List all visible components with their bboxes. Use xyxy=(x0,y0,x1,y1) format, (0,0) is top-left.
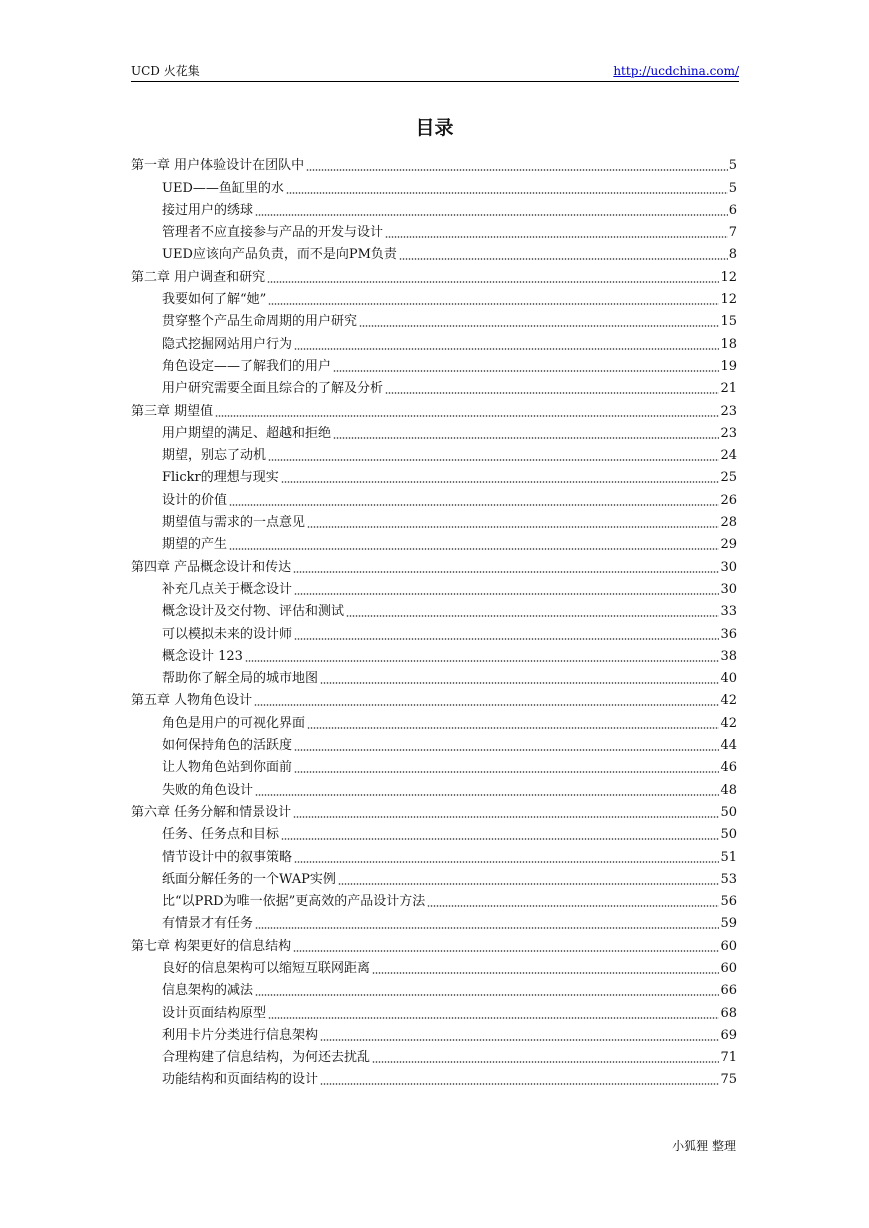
toc-entry-title: UED——鱼缸里的水 xyxy=(162,180,284,196)
toc-page-number: 40 xyxy=(720,671,737,687)
dot-leader xyxy=(294,593,719,595)
toc-entry-title: 角色设定——了解我们的用户 xyxy=(162,358,332,374)
toc-page-number: 36 xyxy=(720,626,737,642)
dot-leader xyxy=(372,972,719,974)
toc-section-entry[interactable] xyxy=(131,665,737,687)
page-footer: 小狐狸 整理 xyxy=(672,1139,736,1153)
dot-leader xyxy=(268,1017,719,1019)
toc-section-entry[interactable] xyxy=(131,576,737,598)
toc-page-number: 46 xyxy=(720,760,737,776)
toc-chapter-entry[interactable] xyxy=(131,553,737,575)
toc-page-number: 38 xyxy=(720,648,737,664)
toc-page-number: 26 xyxy=(720,492,737,508)
dot-leader xyxy=(268,303,719,305)
dot-leader xyxy=(385,236,728,238)
dot-leader xyxy=(254,704,719,706)
dot-leader xyxy=(306,169,728,171)
toc-entry-title: 第五章 人物角色设计 xyxy=(131,693,253,709)
dot-leader xyxy=(255,794,719,796)
toc-entry-title: UED应该向产品负责，而不是向PM负责 xyxy=(162,247,397,263)
toc-entry-title: 用户期望的满足、超越和拒绝 xyxy=(162,425,332,441)
dot-leader xyxy=(267,281,719,283)
toc-section-entry[interactable] xyxy=(131,308,737,330)
toc-page-number: 21 xyxy=(720,381,737,397)
toc-section-entry[interactable] xyxy=(131,1066,737,1088)
dot-leader xyxy=(286,192,728,194)
toc-entry-title: 期望，别忘了动机 xyxy=(162,448,267,464)
toc-page-number: 5 xyxy=(728,180,737,196)
toc-entry-title: 如何保持角色的活跃度 xyxy=(162,738,293,754)
dot-leader xyxy=(294,749,719,751)
toc-section-entry[interactable] xyxy=(131,219,737,241)
toc-section-entry[interactable] xyxy=(131,598,737,620)
toc-page-number: 44 xyxy=(720,738,737,754)
toc-entry-title: 管理者不应直接参与产品的开发与设计 xyxy=(162,225,384,241)
dot-leader xyxy=(293,816,719,818)
dot-leader xyxy=(293,950,719,952)
toc-page-number: 53 xyxy=(720,871,737,887)
toc-section-entry[interactable] xyxy=(131,999,737,1021)
toc-section-entry[interactable] xyxy=(131,464,737,486)
toc-page-number: 7 xyxy=(728,225,737,241)
toc-entry-title: 失败的角色设计 xyxy=(162,782,254,798)
toc-section-entry[interactable] xyxy=(131,1022,737,1044)
dot-leader xyxy=(255,994,719,996)
toc-section-entry[interactable] xyxy=(131,286,737,308)
toc-page-number: 69 xyxy=(720,1027,737,1043)
dot-leader xyxy=(281,838,719,840)
toc-section-entry[interactable] xyxy=(131,776,737,798)
toc-entry-title: 利用卡片分类进行信息架构 xyxy=(162,1027,319,1043)
toc-entry-title: 第四章 产品概念设计和传达 xyxy=(131,559,292,575)
toc-entry-title: 概念设计 123 xyxy=(162,648,243,664)
toc-section-entry[interactable] xyxy=(131,754,737,776)
dot-leader xyxy=(385,392,719,394)
toc-section-entry[interactable] xyxy=(131,420,737,442)
toc-entry-title: 补充几点关于概念设计 xyxy=(162,581,293,597)
toc-entry-title: 我要如何了解“她” xyxy=(162,292,267,308)
toc-section-entry[interactable] xyxy=(131,486,737,508)
toc-page-number: 42 xyxy=(720,715,737,731)
toc-entry-title: 第三章 期望值 xyxy=(131,403,214,419)
toc-entry-title: 比“以PRD为唯一依据”更高效的产品设计方法 xyxy=(162,894,426,910)
toc-page-number: 23 xyxy=(720,403,737,419)
dot-leader xyxy=(255,214,728,216)
page-header xyxy=(131,63,739,82)
toc-section-entry[interactable] xyxy=(131,531,737,553)
dot-leader xyxy=(294,771,719,773)
toc-section-entry[interactable] xyxy=(131,643,737,665)
toc-entry-title: 合理构建了信息结构，为何还去扰乱 xyxy=(162,1050,371,1066)
toc-entry-title: 让人物角色站到你面前 xyxy=(162,760,293,776)
toc-entry-title: 可以模拟未来的设计师 xyxy=(162,626,293,642)
toc-entry-title: 信息架构的减法 xyxy=(162,983,254,999)
dot-leader xyxy=(307,727,719,729)
toc-page-number: 30 xyxy=(720,581,737,597)
toc-entry-title: 良好的信息架构可以缩短互联网距离 xyxy=(162,960,371,976)
toc-page-number: 51 xyxy=(720,849,737,865)
toc-section-entry[interactable] xyxy=(131,174,737,196)
toc-entry-title: 功能结构和页面结构的设计 xyxy=(162,1072,319,1088)
dot-leader xyxy=(338,883,720,885)
toc-page-number: 25 xyxy=(720,470,737,486)
toc-entry-title: 隐式挖掘网站用户行为 xyxy=(162,336,293,352)
toc-section-entry[interactable] xyxy=(131,866,737,888)
dot-leader xyxy=(294,348,719,350)
toc-entry-title: 情节设计中的叙事策略 xyxy=(162,849,293,865)
toc-page-number: 50 xyxy=(720,827,737,843)
dot-leader xyxy=(245,660,720,662)
dot-leader xyxy=(255,927,719,929)
dot-leader xyxy=(307,526,719,528)
dot-leader xyxy=(294,861,719,863)
toc-entry-title: 设计的价值 xyxy=(162,492,228,508)
toc-section-entry[interactable] xyxy=(131,977,737,999)
toc-page-number: 12 xyxy=(720,292,737,308)
toc-page-number: 60 xyxy=(720,960,737,976)
dot-leader xyxy=(427,905,719,907)
dot-leader xyxy=(320,682,719,684)
toc-page-number: 15 xyxy=(720,314,737,330)
toc-page-number: 33 xyxy=(720,604,737,620)
toc-entry-title: 设计页面结构原型 xyxy=(162,1005,267,1021)
toc-entry-title: 第七章 构架更好的信息结构 xyxy=(131,938,292,954)
toc-section-entry[interactable] xyxy=(131,241,737,263)
toc-entry-title: 第六章 任务分解和情景设计 xyxy=(131,804,292,820)
toc-chapter-entry[interactable] xyxy=(131,799,737,821)
dot-leader xyxy=(359,325,719,327)
toc-entry-title: 接过用户的绣球 xyxy=(162,202,254,218)
toc-page-number: 59 xyxy=(720,916,737,932)
dot-leader xyxy=(268,459,719,461)
toc-page-number: 50 xyxy=(720,804,737,820)
toc-section-entry[interactable] xyxy=(131,509,737,531)
header-title: UCD 火花集 xyxy=(131,64,200,78)
toc-page-number: 75 xyxy=(720,1072,737,1088)
toc-section-entry[interactable] xyxy=(131,732,737,754)
toc-section-entry[interactable] xyxy=(131,709,737,731)
toc-entry-title: 角色是用户的可视化界面 xyxy=(162,715,306,731)
toc-entry-title: 期望值与需求的一点意见 xyxy=(162,515,306,531)
toc-entry-title: 概念设计及交付物、评估和测试 xyxy=(162,604,345,620)
dot-leader xyxy=(320,1039,719,1041)
toc-entry-title: 第二章 用户调查和研究 xyxy=(131,269,266,285)
toc-page-number: 48 xyxy=(720,782,737,798)
dot-leader xyxy=(215,415,719,417)
header-link[interactable]: http://ucdchina.com/ xyxy=(613,64,739,78)
toc-page-number: 29 xyxy=(720,537,737,553)
toc-section-entry[interactable] xyxy=(131,821,737,843)
toc-entry-title: 纸面分解任务的一个WAP实例 xyxy=(162,871,336,887)
toc-section-entry[interactable] xyxy=(131,888,737,910)
dot-leader xyxy=(320,1083,719,1085)
toc-page-number: 56 xyxy=(720,894,737,910)
toc-section-entry[interactable] xyxy=(131,197,737,219)
table-of-contents xyxy=(131,152,737,1088)
toc-section-entry[interactable] xyxy=(131,843,737,865)
toc-section-entry[interactable] xyxy=(131,1044,737,1066)
dot-leader xyxy=(294,638,719,640)
toc-entry-title: 第一章 用户体验设计在团队中 xyxy=(131,158,305,174)
toc-entry-title: 帮助你了解全局的城市地图 xyxy=(162,671,319,687)
dot-leader xyxy=(229,548,719,550)
dot-leader xyxy=(229,504,719,506)
toc-page-number: 42 xyxy=(720,693,737,709)
toc-page-number: 8 xyxy=(728,247,737,263)
toc-page-number: 19 xyxy=(720,358,737,374)
dot-leader xyxy=(333,437,719,439)
toc-entry-title: 有情景才有任务 xyxy=(162,916,254,932)
dot-leader xyxy=(293,571,719,573)
dot-leader xyxy=(372,1061,719,1063)
toc-page-number: 30 xyxy=(720,559,737,575)
toc-chapter-entry[interactable] xyxy=(131,263,737,285)
toc-section-entry[interactable] xyxy=(131,375,737,397)
dot-leader xyxy=(333,370,719,372)
toc-section-entry[interactable] xyxy=(131,330,737,352)
dot-leader xyxy=(399,258,728,260)
toc-section-entry[interactable] xyxy=(131,353,737,375)
toc-entry-title: 任务、任务点和目标 xyxy=(162,827,280,843)
toc-page-number: 28 xyxy=(720,515,737,531)
toc-page-number: 12 xyxy=(720,269,737,285)
toc-entry-title: Flickr的理想与现实 xyxy=(162,470,279,486)
toc-chapter-entry[interactable] xyxy=(131,687,737,709)
toc-chapter-entry[interactable] xyxy=(131,152,737,174)
toc-section-entry[interactable] xyxy=(131,910,737,932)
toc-entry-title: 贯穿整个产品生命周期的用户研究 xyxy=(162,314,358,330)
toc-page-number: 18 xyxy=(720,336,737,352)
toc-page-number: 68 xyxy=(720,1005,737,1021)
dot-leader xyxy=(281,481,720,483)
toc-section-entry[interactable] xyxy=(131,442,737,464)
toc-page-number: 5 xyxy=(728,158,737,174)
toc-page-number: 6 xyxy=(728,202,737,218)
toc-page-number: 24 xyxy=(720,448,737,464)
toc-chapter-entry[interactable] xyxy=(131,397,737,419)
toc-section-entry[interactable] xyxy=(131,955,737,977)
toc-chapter-entry[interactable] xyxy=(131,932,737,954)
toc-page-number: 66 xyxy=(720,983,737,999)
dot-leader xyxy=(346,615,719,617)
toc-page-number: 71 xyxy=(720,1050,737,1066)
toc-page-number: 60 xyxy=(720,938,737,954)
toc-title: 目录 xyxy=(415,117,454,139)
toc-entry-title: 期望的产生 xyxy=(162,537,228,553)
toc-entry-title: 用户研究需要全面且综合的了解及分析 xyxy=(162,381,384,397)
toc-page-number: 23 xyxy=(720,425,737,441)
toc-section-entry[interactable] xyxy=(131,620,737,642)
